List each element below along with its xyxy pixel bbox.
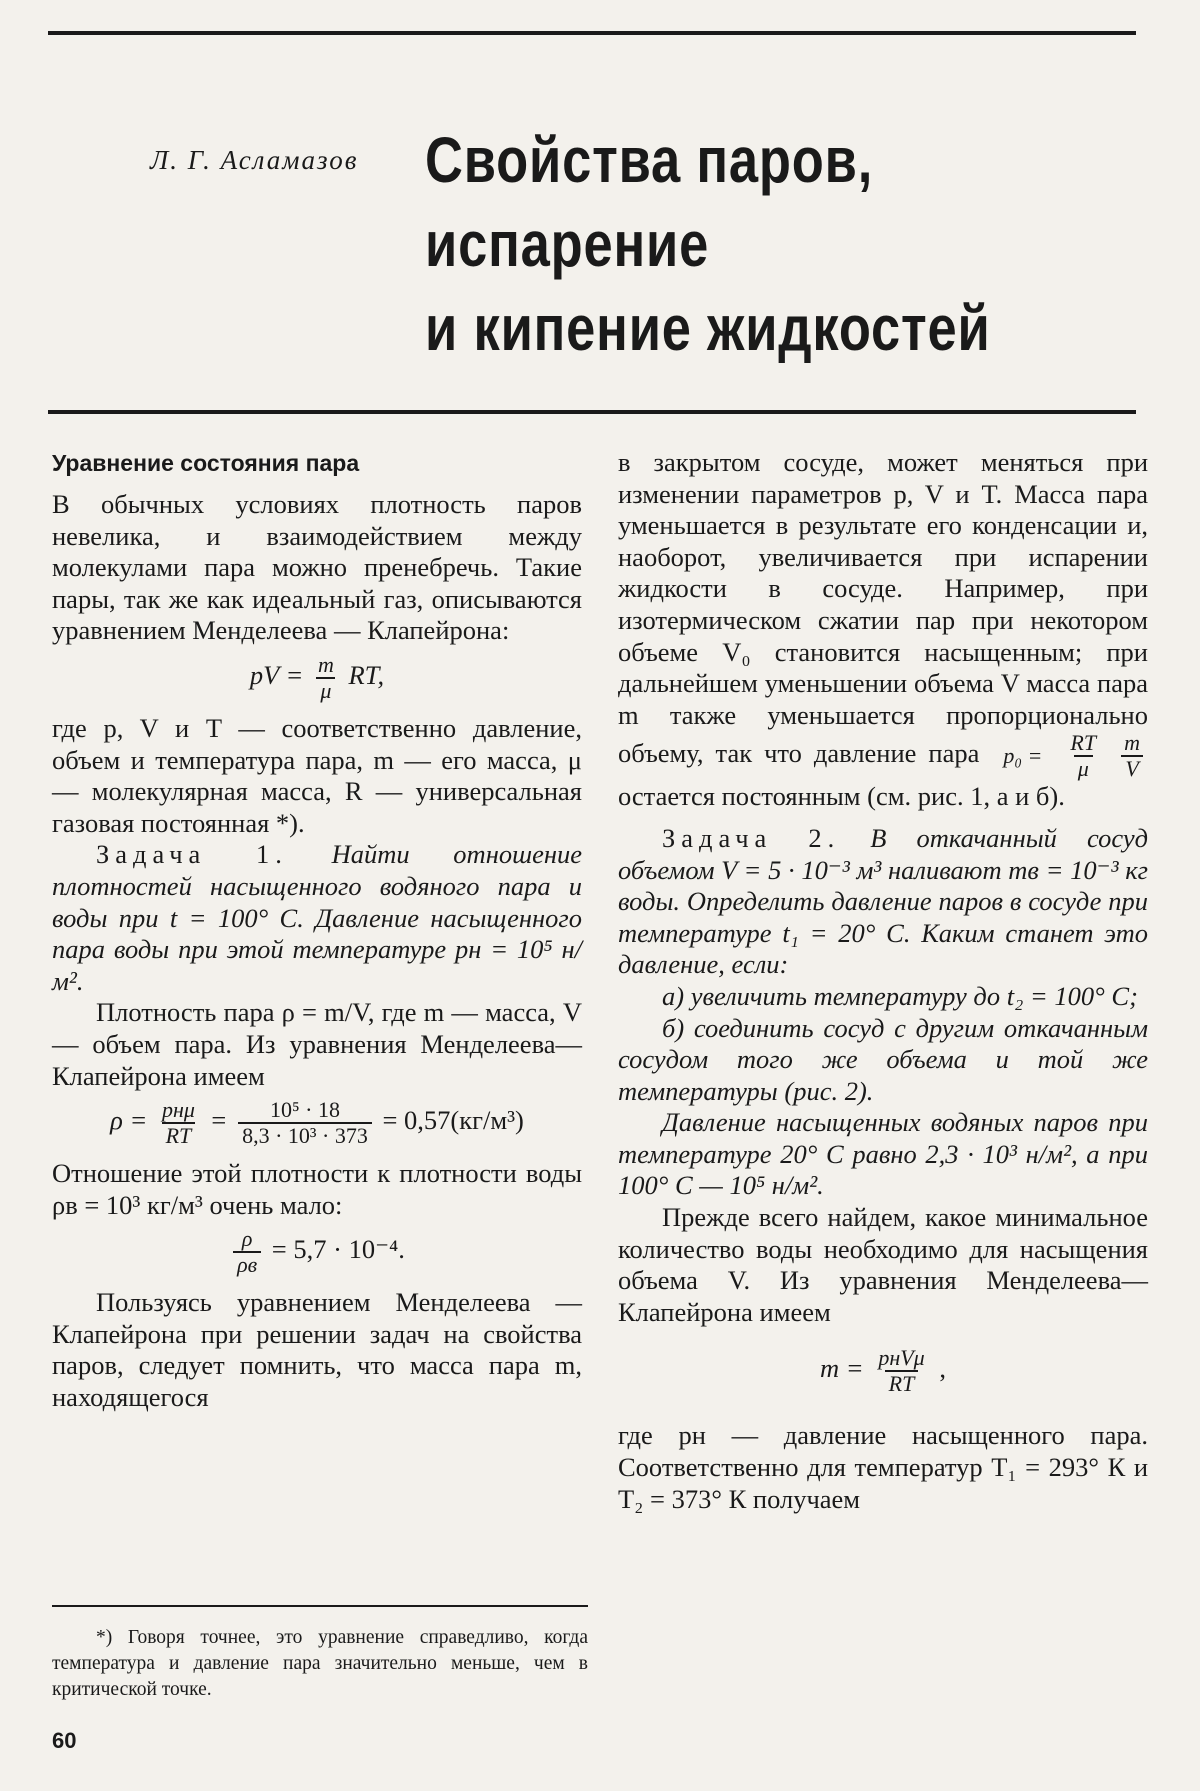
fraction-denominator: RT [162,1122,196,1148]
fraction [238,1098,372,1148]
fraction-denominator: 8,3 · 10³ · 373 [238,1122,372,1148]
formula-rhs: = 0,57(кг/м³) [382,1105,524,1136]
section-heading: Уравнение состояния пара [52,450,360,476]
task-text: Найти отношение плотностей насыщенного водяного пара и воды при t = 100° С. Давление насыщенного пара воды при этой температуре pн = 10⁵ н/м². [52,839,583,996]
task-label: Задача 1. [96,839,288,870]
task-item-a: а) увеличить температуру до t₂ = 100° С; [662,980,1138,1011]
formula-lhs: pV = [249,660,304,691]
paragraph-text: остается постоянным (см. рис. 1, а и б). [618,781,1065,812]
task-text: В откачанный сосуд объемом V = 5 · 10⁻³ м³ наливают mв = 10⁻³ кг воды. Определить давление паров в сосуде при температуре t₁ = 20° С. Каким станет это давление, если: [618,822,1148,980]
paragraph: где p, V и T — соответственно давление, объем и температура пара, m — его масса, μ — молекулярная масса, R — универсальная газовая постоянная *). [52,712,582,838]
paragraph-text: в закрытом сосуде, может меняться при изменении параметров p, V и T. Масса пара уменьшается в результате его конденсации и, наоборот, увеличивается при испарении жидкости в сосуде. Например, при изотермическом сжатии пар при некотором объеме V₀ становится насыщенным; при дальнейшем уменьшении объема V масса пара m также уменьшается пропорционально объему, так что давление пара [618,447,1148,769]
formula-clapeyron [52,653,582,703]
fraction-numerator: 10⁵ · 18 [269,1097,340,1123]
footnote: *) Говоря точнее, это уравнение справедливо, когда температура и давление пара значительно меньше, чем в критической точке. [52,1627,588,1700]
fraction [158,1098,199,1148]
formula-ratio [52,1227,582,1277]
title-divider [48,410,1136,414]
footnote-rule [52,1605,588,1607]
title-line-1: Свойства паров, [425,124,874,196]
task-2 [618,823,1148,981]
left-column [52,447,582,1414]
formula-lhs: p₀ = [1003,743,1043,769]
article-title [425,118,991,370]
fraction-denominator: μ [1074,755,1093,781]
formula-lhs: ρ = [110,1105,148,1136]
formula-rhs: , [939,1353,946,1384]
fraction [1120,731,1144,781]
author-name: Л. Г. Асламазов [150,145,359,175]
fraction [1066,731,1100,781]
fraction-numerator: RT [1070,730,1097,756]
paragraph: Отношение этой плотности к плотности воды ρв = 10³ кг/м³ очень мало: [52,1158,582,1220]
page-number: 60 [52,1728,77,1753]
fraction-denominator: ρв [233,1251,261,1277]
fraction-numerator: m [317,651,334,677]
fraction-numerator: pнμ [161,1097,195,1123]
title-line-2: испарение [425,208,710,280]
fraction-denominator: V [1121,755,1142,781]
formula-equals: = [209,1105,228,1136]
formula-lhs: m = [820,1353,864,1384]
task-item-b: б) соединить сосуд с другим откачанным сосудом того же объема и той же температуры (рис. 2). [618,1012,1148,1106]
formula-density [52,1098,582,1148]
paragraph: Прежде всего найдем, какое минимальное количество воды необходимо для насыщения объема V. Из уравнения Менделеева—Клапейрона имеем [618,1202,1148,1327]
top-rule [48,31,1136,35]
fraction [314,653,338,703]
paragraph: В обычных условиях плотность паров невелика, и взаимодействием между молекулами пара можно пренебречь. Такие пары, так же как идеальный газ, описываются уравнением Менделеева — Клапейрона: [52,489,582,646]
fraction-numerator: ρ [241,1226,253,1252]
fraction [999,744,1046,768]
right-column [618,447,1148,1515]
paragraph: где pн — давление насыщенного пара. Соответственно для температур T₁ = 293° К и T₂ = 373° К получаем [618,1420,1148,1514]
task-data: Давление насыщенных водяных паров при температуре 20° С равно 2,3 · 10³ н/м², а при 100° С — 10⁵ н/м². [618,1107,1148,1201]
formula-rhs: = 5,7 · 10⁻⁴. [271,1234,405,1265]
task-1 [52,839,582,997]
fraction-denominator: RT [885,1370,919,1396]
formula-mass [618,1346,1148,1396]
formula-rhs: RT, [348,660,385,691]
paragraph: Плотность пара ρ = m/V, где m — масса, V — объем пара. Из уравнения Менделеева—Клапейрона имеем [52,997,582,1091]
task-label: Задача 2. [662,822,841,853]
fraction [874,1346,928,1396]
fraction-numerator: pнVμ [878,1345,925,1371]
paragraph: Пользуясь уравнением Менделеева — Клапейрона при решении задач на свойства паров, следует помнить, что масса пара m, находящегося [52,1287,582,1413]
paragraph [618,447,1148,813]
title-line-3: и кипение жидкостей [425,292,991,364]
fraction-numerator: m [1124,730,1141,756]
fraction [233,1227,261,1277]
fraction-denominator: μ [316,677,335,703]
